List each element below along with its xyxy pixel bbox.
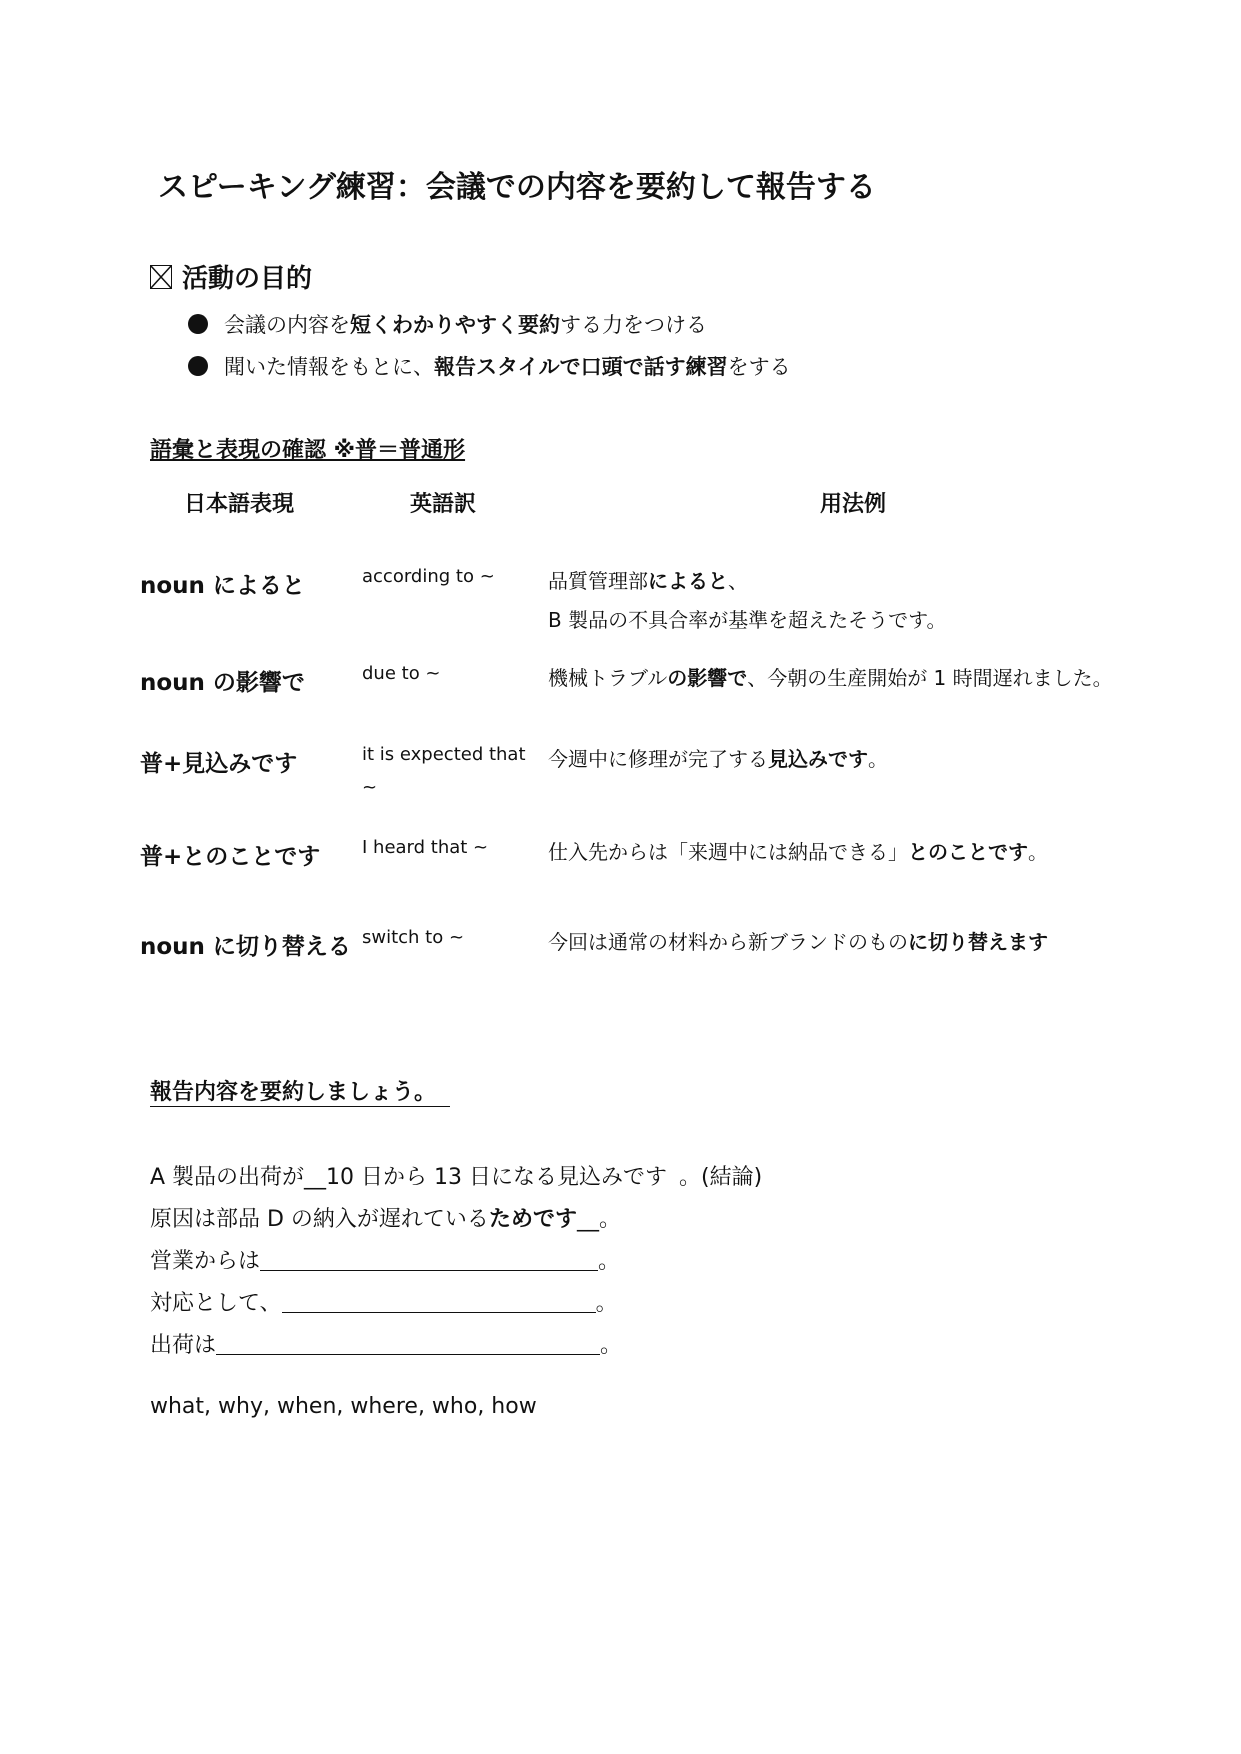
vocab-expression: noun に切り替える [140, 934, 351, 960]
summary-line: 出荷は 。 [150, 1333, 623, 1358]
bullet-text: 会議の内容を [224, 313, 350, 337]
page-title: スピーキング練習：会議での内容を要約して報告する [158, 170, 876, 205]
vocab-translation-cont: ~ [362, 777, 378, 798]
vocab-example-cont: B 製品の不具合率が基準を超えたそうです。 [548, 608, 947, 632]
vocab-example: 今回は通常の材料から新ブランドのものに切り替えます [548, 930, 1048, 954]
answer-blank[interactable] [282, 1292, 596, 1313]
vocab-example: 品質管理部によると、 [548, 569, 748, 593]
summary-line: 原因は部品 D の納入が遅れているためです__。 [150, 1207, 621, 1232]
vocab-example: 機械トラブルの影響で、今朝の生産開始が 1 時間遅れました。 [548, 666, 1113, 690]
summary-line: 対応として、 。 [150, 1291, 618, 1316]
bullet-dot-icon [188, 314, 208, 334]
bullet-emphasis: 報告スタイルで口頭で話す練習 [434, 355, 728, 379]
vocab-expression: 普+見込みです [140, 751, 298, 777]
vocab-example: 今週中に修理が完了する見込みです。 [548, 747, 888, 771]
purpose-heading-text: 活動の目的 [182, 264, 313, 294]
column-header-japanese: 日本語表現 [184, 492, 295, 517]
wh-question-hint: what, why, when, where, who, how [150, 1394, 537, 1419]
bullet-emphasis: 短くわかりやすく要約 [350, 313, 560, 337]
summary-line: 営業からは 。 [150, 1249, 621, 1274]
vocab-translation: switch to ~ [362, 927, 465, 948]
column-header-english: 英語訳 [410, 492, 477, 517]
answer-blank[interactable] [216, 1334, 600, 1355]
bullet-text: 聞いた情報をもとに、 [224, 355, 434, 379]
bullet-text: する力をつける [560, 313, 707, 337]
bullet-dot-icon [188, 356, 208, 376]
purpose-bullet [188, 351, 791, 381]
column-header-usage: 用法例 [820, 492, 887, 517]
checkbox-x-icon [150, 265, 172, 289]
vocab-expression: noun の影響で [140, 670, 305, 696]
answer-blank[interactable] [260, 1250, 598, 1271]
vocab-example: 仕入先からは「来週中には納品できる」とのことです。 [548, 840, 1048, 864]
vocab-expression: noun によると [140, 573, 305, 599]
vocab-translation: I heard that ~ [362, 837, 489, 858]
bullet-text: をする [727, 355, 791, 379]
vocab-heading: 語彙と表現の確認 ※普＝普通形 [150, 438, 466, 463]
vocab-translation: due to ~ [362, 663, 441, 684]
vocab-translation: according to ~ [362, 566, 495, 587]
purpose-heading [150, 258, 312, 295]
purpose-bullet [188, 309, 707, 339]
vocab-translation: it is expected that [362, 744, 526, 765]
vocab-expression: 普+とのことです [140, 844, 321, 870]
summary-heading: 報告内容を要約しましょう。 [150, 1075, 450, 1107]
summary-line: A 製品の出荷が__10 日から 13 日になる見込みです 。(結論) [150, 1165, 763, 1190]
